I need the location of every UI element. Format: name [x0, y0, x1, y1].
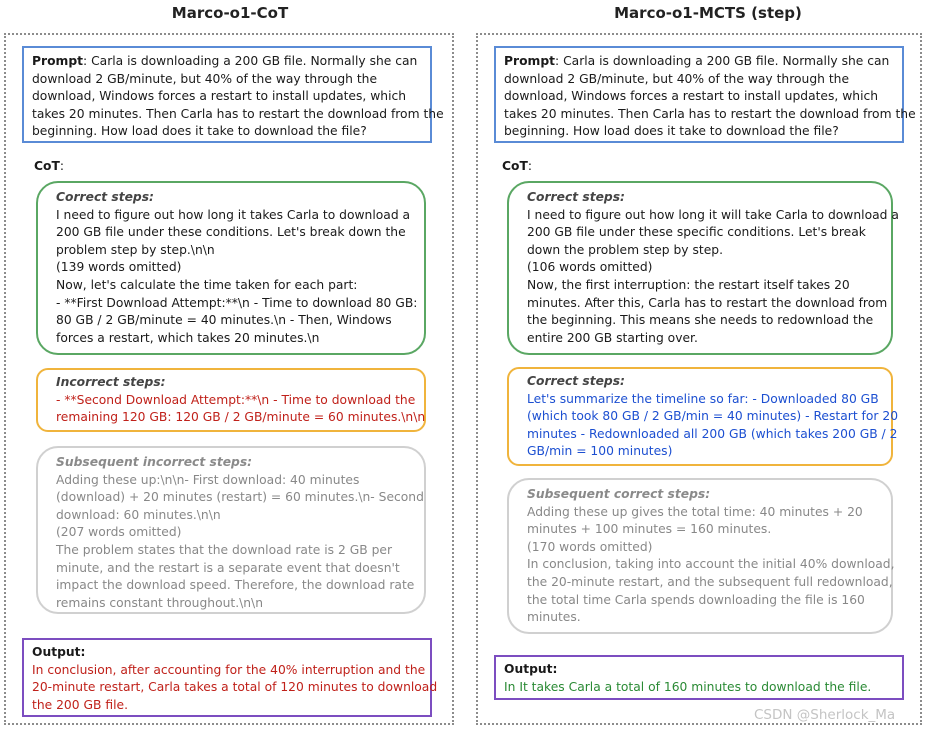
right-correct2-line: (which took 80 GB / 2 GB/min = 40 minutes) - Restart for 20 — [527, 409, 899, 424]
right-subsequent-line: the total time Carla spends downloading the file is 160 — [527, 592, 865, 607]
left-correct-line: - **First Download Attempt:**\n - Time to download 80 GB: — [56, 295, 418, 310]
left-prompt-label: Prompt — [32, 54, 84, 68]
left-correct-line: (139 words omitted) — [56, 260, 182, 275]
right-correct-line: 200 GB file under these specific conditions. Let's break — [527, 225, 866, 240]
left-output-line: the 200 GB file. — [32, 697, 128, 712]
right-correct-line: the beginning. This means she needs to redownload the — [527, 313, 874, 328]
left-subsequent-line: impact the download speed. Therefore, the download rate — [56, 578, 415, 593]
left-subsequent-steps-box — [36, 446, 426, 614]
left-subsequent-line: minute, and the restart is a separate event that doesn't — [56, 560, 400, 575]
right-prompt-line-2: download 2 GB/minute, but 40% of the way through the — [504, 71, 850, 86]
left-output-label: Output: — [32, 645, 86, 659]
right-cot-label: CoT: — [502, 159, 533, 173]
left-correct-line: 80 GB / 2 GB/minute = 40 minutes.\n - Then, Windows — [56, 313, 392, 328]
left-incorrect-line: - **Second Download Attempt:**\n - Time to download the — [56, 392, 416, 407]
left-cot-label: CoT: — [34, 159, 65, 173]
left-correct-line: 200 GB file under these conditions. Let's break down the — [56, 225, 406, 240]
left-output-line: 20-minute restart, Carla takes a total of 120 minutes to download — [32, 680, 438, 695]
left-subsequent-line: The problem states that the download rate is 2 GB per — [56, 542, 393, 557]
right-subsequent-line: minutes + 100 minutes = 160 minutes. — [527, 522, 772, 537]
right-subsequent-line: Adding these up gives the total time: 40 minutes + 20 — [527, 504, 863, 519]
right-correct-line: minutes. After this, Carla has to restart the download from — [527, 295, 888, 310]
left-prompt-box — [22, 46, 444, 143]
left-correct-steps-box — [36, 181, 426, 355]
left-correct-heading: Correct steps: — [56, 190, 154, 204]
right-correct-steps-box — [507, 181, 899, 355]
right-correct-line: I need to figure out how long it will take Carla to download a — [527, 207, 899, 222]
right-prompt-line-4: takes 20 minutes. Then Carla has to restart the download from the — [504, 106, 916, 121]
right-correct-line: down the problem step by step. — [527, 242, 723, 257]
right-column-title: Marco-o1-MCTS (step) — [614, 4, 802, 22]
right-correct-line: (106 words omitted) — [527, 260, 653, 275]
right-subsequent-heading: Subsequent correct steps: — [527, 487, 711, 501]
watermark: CSDN @Sherlock_Ma — [754, 707, 896, 723]
left-output-box — [22, 638, 438, 717]
left-prompt-line-2: download 2 GB/minute, but 40% of the way through the — [32, 71, 378, 86]
left-correct-line: I need to figure out how long it takes Carla to download a — [56, 207, 411, 222]
right-correct2-heading: Correct steps: — [527, 374, 625, 388]
left-incorrect-steps-box — [36, 368, 426, 432]
right-prompt-label: Prompt — [504, 54, 556, 68]
right-output-box — [494, 655, 904, 700]
left-incorrect-line: remaining 120 GB: 120 GB / 2 GB/minute = 60 minutes.\n\n — [56, 410, 426, 425]
right-output-line: In It takes Carla a total of 160 minutes to download the file. — [504, 679, 872, 694]
right-prompt-line-3: download, Windows forces a restart to install updates, which — [504, 89, 879, 104]
right-subsequent-line: the 20-minute restart, and the subsequent full redownload, — [527, 574, 893, 589]
left-subsequent-heading: Subsequent incorrect steps: — [56, 455, 253, 469]
right-subsequent-line: In conclusion, taking into account the initial 40% download, — [527, 557, 895, 572]
left-subsequent-line: (207 words omitted) — [56, 525, 182, 540]
right-correct-steps-2-box — [507, 367, 899, 466]
right-prompt-line-1: Prompt: Carla is downloading a 200 GB file. Normally she can — [504, 54, 890, 68]
left-prompt-line-1: Prompt: Carla is downloading a 200 GB file. Normally she can — [32, 54, 418, 68]
left-incorrect-heading: Incorrect steps: — [56, 375, 166, 389]
right-subsequent-line: (170 words omitted) — [527, 539, 653, 554]
right-output-label: Output: — [504, 662, 558, 676]
left-correct-line: forces a restart, which takes 20 minutes.\n — [56, 330, 320, 345]
left-correct-line: Now, let's calculate the time taken for each part: — [56, 277, 358, 292]
left-correct-line: problem step by step.\n\n — [56, 242, 215, 257]
right-correct2-line: Let's summarize the timeline so far: - Downloaded 80 GB — [527, 391, 879, 406]
left-output-line: In conclusion, after accounting for the 40% interruption and the — [32, 662, 426, 677]
left-prompt-line-4: takes 20 minutes. Then Carla has to restart the download from the — [32, 106, 444, 121]
right-correct2-line: minutes - Redownloaded all 200 GB (which takes 200 GB / 2 — [527, 426, 898, 441]
left-subsequent-line: (download) + 20 minutes (restart) = 60 minutes.\n- Second — [56, 490, 424, 505]
left-subsequent-line: Adding these up:\n\n- First download: 40 minutes — [56, 472, 360, 487]
right-prompt-line-5: beginning. How load does it take to download the file? — [504, 124, 839, 139]
left-subsequent-line: download: 60 minutes.\n\n — [56, 507, 221, 522]
right-correct-line: entire 200 GB starting over. — [527, 330, 698, 345]
right-prompt-box — [494, 46, 916, 143]
right-correct2-line: GB/min = 100 minutes) — [527, 444, 673, 459]
left-column-title: Marco-o1-CoT — [171, 4, 289, 22]
right-subsequent-steps-box — [507, 478, 893, 634]
right-subsequent-line: minutes. — [527, 610, 581, 625]
left-prompt-line-5: beginning. How load does it take to download the file? — [32, 124, 367, 139]
right-correct-heading: Correct steps: — [527, 190, 625, 204]
left-subsequent-line: remains constant throughout.\n\n — [56, 595, 263, 610]
right-correct-line: Now, the first interruption: the restart itself takes 20 — [527, 277, 850, 292]
left-prompt-line-3: download, Windows forces a restart to install updates, which — [32, 89, 407, 104]
